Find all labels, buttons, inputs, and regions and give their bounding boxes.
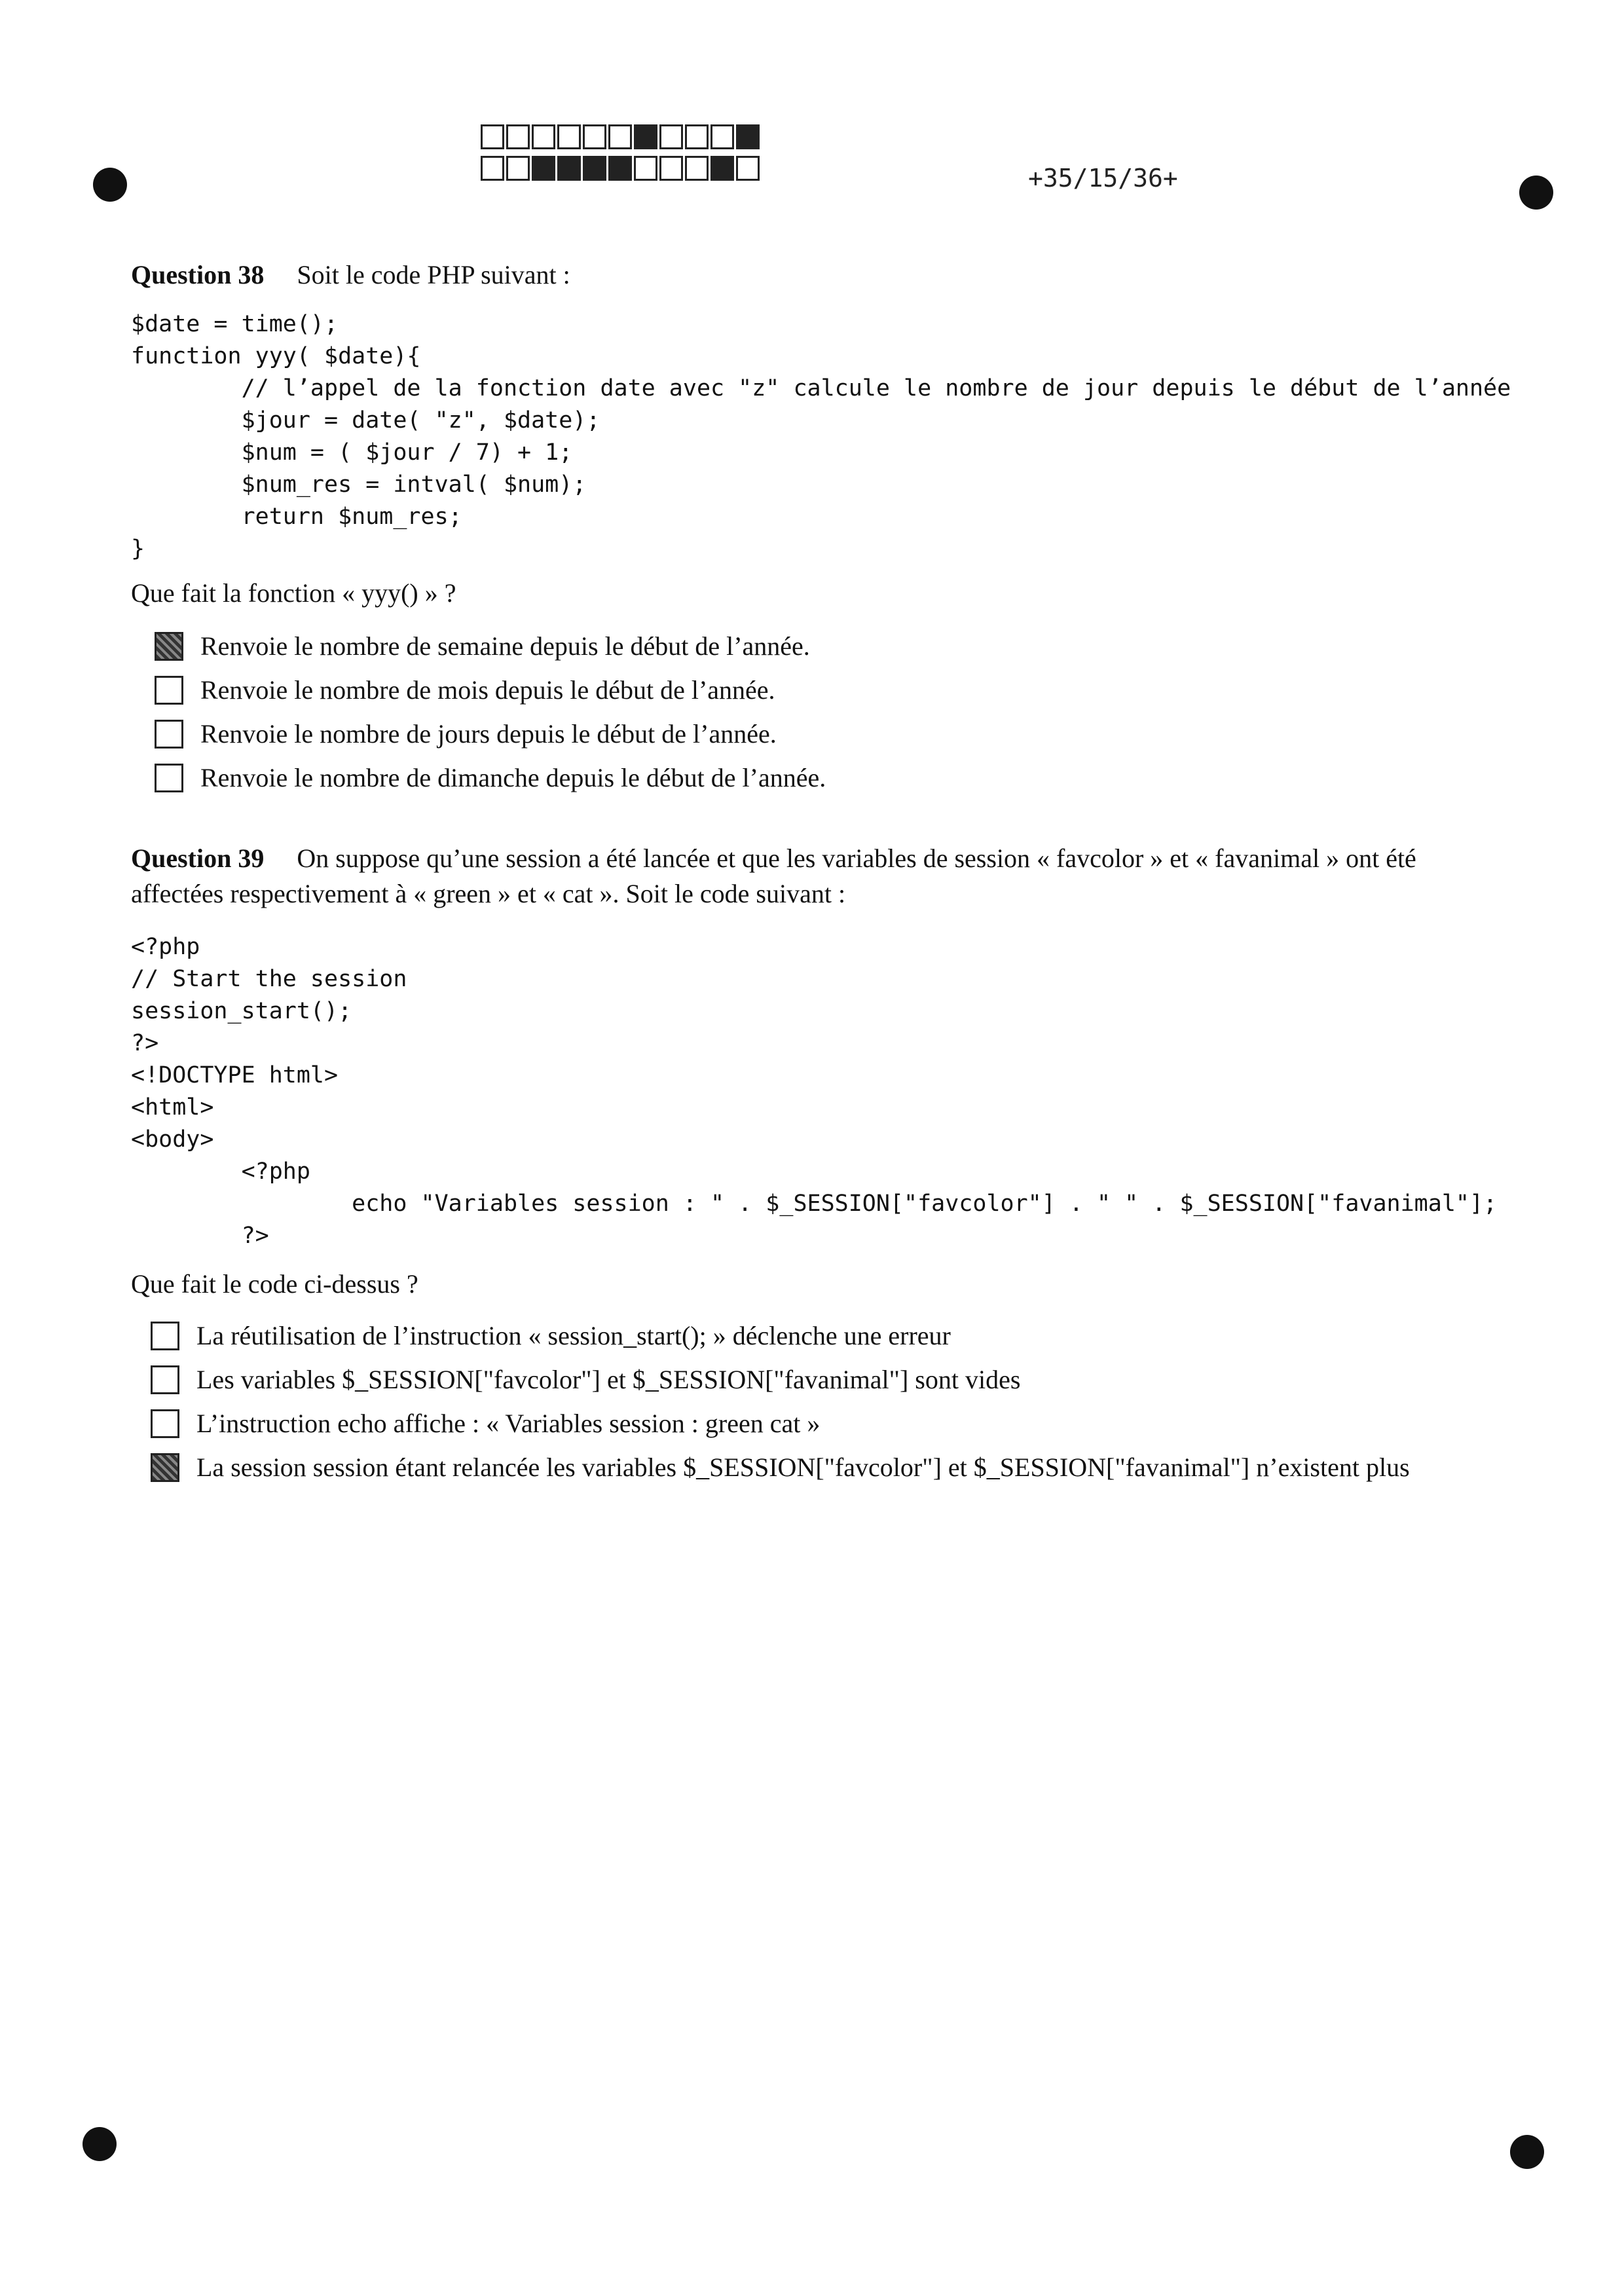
barcode-top — [481, 124, 762, 149]
answer-checkbox[interactable] — [151, 1322, 179, 1350]
answer-checkbox[interactable] — [155, 676, 183, 705]
answer-option[interactable] — [151, 1358, 1572, 1401]
answer-list — [131, 624, 1572, 800]
barcode-bottom — [481, 156, 762, 181]
question-number: Question 39 — [131, 843, 265, 873]
answer-label: Renvoie le nombre de mois depuis le début de l’année. — [200, 675, 775, 705]
answer-checkbox[interactable] — [151, 1409, 179, 1438]
barcode-cell — [608, 156, 632, 181]
answer-label: Renvoie le nombre de dimanche depuis le début de l’année. — [200, 763, 826, 792]
answer-label: Renvoie le nombre de jours depuis le début de l’année. — [200, 719, 777, 749]
registration-mark-bottom-left — [83, 2127, 117, 2161]
answer-label: L’instruction echo affiche : « Variables session : green cat » — [196, 1409, 821, 1438]
answer-option[interactable] — [151, 1445, 1572, 1489]
question-38-heading — [131, 257, 1572, 293]
answer-label: Renvoie le nombre de semaine depuis le début de l’année. — [200, 631, 810, 661]
answer-checkbox[interactable] — [151, 1365, 179, 1394]
question-38 — [131, 257, 1572, 800]
barcode-cell — [583, 124, 606, 149]
question-prompt: Que fait la fonction « yyy() » ? — [131, 578, 456, 608]
question-39 — [131, 841, 1572, 1489]
answer-checkbox[interactable] — [155, 720, 183, 749]
barcode-cell — [557, 124, 581, 149]
answer-option[interactable] — [151, 1401, 1572, 1445]
barcode-cell — [557, 156, 581, 181]
barcode-cell — [659, 156, 683, 181]
barcode-cell — [583, 156, 606, 181]
answer-option[interactable] — [155, 624, 1572, 668]
barcode-cell — [736, 156, 760, 181]
barcode-cell — [481, 124, 504, 149]
answer-list — [131, 1314, 1572, 1489]
answer-option[interactable] — [155, 756, 1572, 800]
barcode-cell — [685, 156, 709, 181]
barcode-cell — [634, 124, 657, 149]
barcode-cell — [736, 124, 760, 149]
barcode-cell — [608, 124, 632, 149]
code-block: $date = time(); function yyy( $date){ // l’appel de la fonction date avec "z" calcule le nombre de jour depuis le début de l’année $jour = date( "z", $date); $num = ( $jour / 7) + 1; $num_res = intval( $num); return $num_res; } — [131, 311, 1511, 562]
code-block: <?php // Start the session session_start(); ?> <!DOCTYPE html> <html> <body> <?php echo "Variables session : " . $_SESSION["favcolor"] . " " . $_SESSION["favanimal"]; ?> — [131, 934, 1498, 1249]
registration-mark-bottom-right — [1510, 2135, 1544, 2169]
question-number: Question 38 — [131, 260, 265, 289]
registration-mark-top-right — [1519, 176, 1553, 210]
answer-checkbox[interactable] — [155, 632, 183, 661]
barcode-cell — [685, 124, 709, 149]
answer-checkbox[interactable] — [151, 1453, 179, 1482]
answer-option[interactable] — [151, 1314, 1572, 1358]
question-intro: Soit le code PHP suivant : — [297, 260, 570, 289]
barcode-cell — [532, 156, 555, 181]
question-intro-continued: affectées respectivement à « green » et « cat ». Soit le code suivant : — [131, 879, 846, 908]
barcode-cell — [659, 124, 683, 149]
question-prompt: Que fait le code ci-dessus ? — [131, 1269, 418, 1299]
barcode-cell — [634, 156, 657, 181]
answer-label: La session session étant relancée les variables $_SESSION["favcolor"] et $_SESSION["favanimal"] n’existent plus — [196, 1453, 1410, 1482]
question-39-heading — [131, 841, 1572, 876]
barcode-cell — [506, 124, 530, 149]
barcode-cell — [481, 156, 504, 181]
barcode-cell — [710, 124, 734, 149]
answer-option[interactable] — [155, 712, 1572, 756]
answer-option[interactable] — [155, 668, 1572, 712]
registration-mark-top-left — [93, 168, 127, 202]
answer-label: La réutilisation de l’instruction « session_start(); » déclenche une erreur — [196, 1321, 951, 1350]
barcode-cell — [710, 156, 734, 181]
question-intro: On suppose qu’une session a été lancée et que les variables de session « favcolor » et « favanimal » ont été — [297, 843, 1416, 873]
answer-label: Les variables $_SESSION["favcolor"] et $_SESSION["favanimal"] sont vides — [196, 1365, 1021, 1394]
page-id: +35/15/36+ — [1028, 164, 1178, 193]
barcode-cell — [532, 124, 555, 149]
barcode-cell — [506, 156, 530, 181]
answer-checkbox[interactable] — [155, 764, 183, 792]
